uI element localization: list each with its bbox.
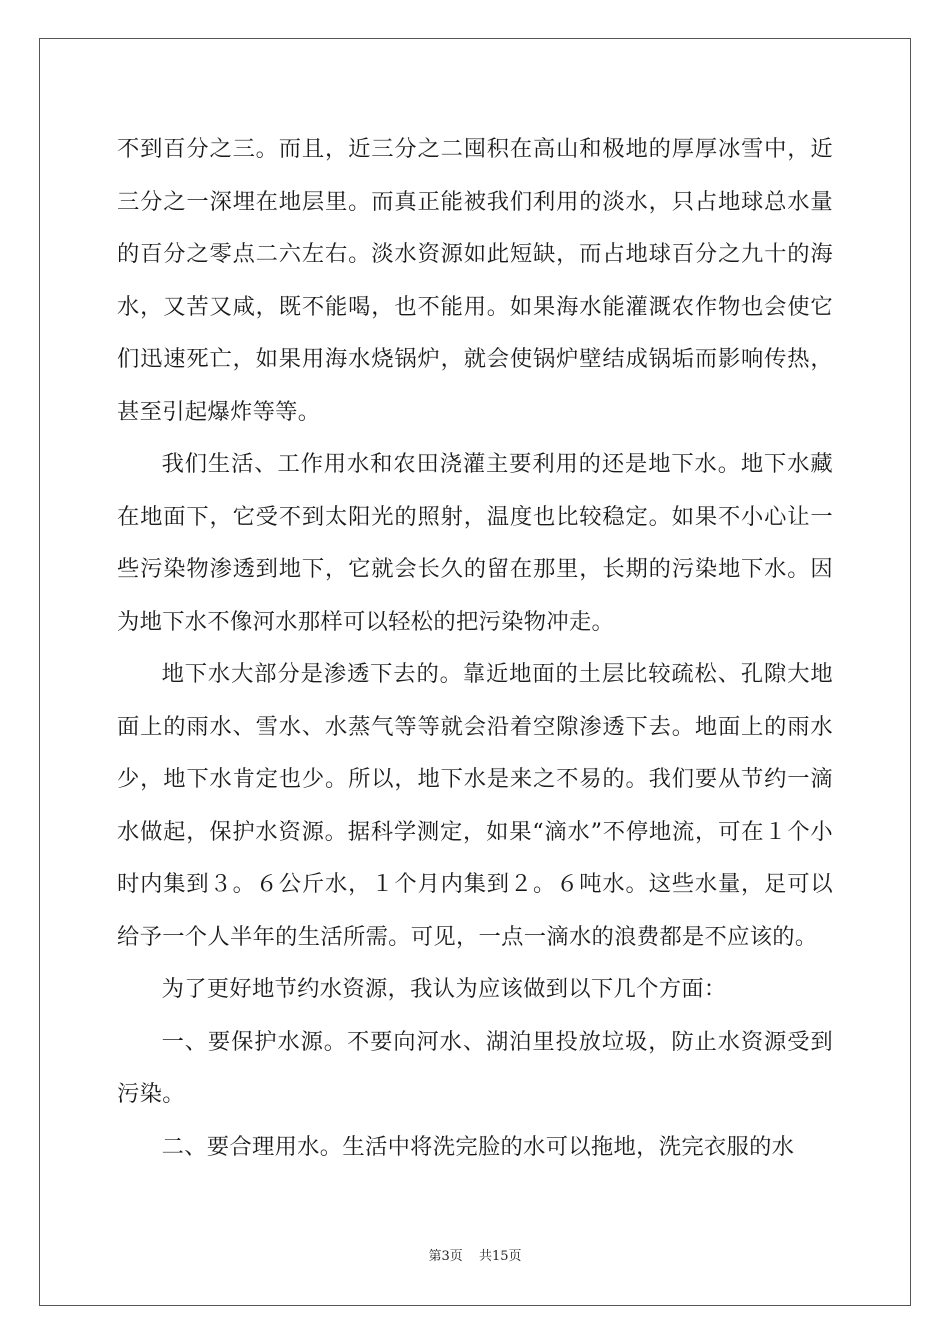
paragraph-4: 为了更好地节约水资源，我认为应该做到以下几个方面： [161,976,727,1002]
page-footer [0,1245,950,1264]
paragraph-6: 二、要合理用水。生活中将洗完脸的水可以拖地，洗完衣服的水 [161,1133,795,1160]
paragraph-1: 不到百分之三。而且，近三分之二囤积在高山和极地的厚厚冰雪中，近三分之一深埋在地层里。而真正能被我们利用的淡水，只占地球总水量的百分之零点二六左右。淡水资源如此短缺，而占地球百分之九十的海水，又苦又咸，既不能喝，也不能用。如果海水能灌溉农作物也会使它们迅速死亡，如果用海水烧锅炉，就会使锅炉壁结成锅垢而影响传热，甚至引起爆炸等等。 [117,136,833,425]
document-body [117,123,833,1173]
page-total: 共15页 [478,1249,522,1264]
paragraph-3: 地下水大部分是渗透下去的。靠近地面的土层比较疏松、孔隙大地面上的雨水、雪水、水蒸气等等就会沿着空隙渗透下去。地面上的雨水少，地下水肯定也少。所以，地下水是来之不易的。我们要从节约一滴水做起，保护水资源。据科学测定，如果“滴水”不停地流，可在１个小时内集到３。６公斤水，１个月内集到２。６吨水。这些水量，足可以给予一个人半年的生活所需。可见，一点一滴水的浪费都是不应该的。 [117,661,833,950]
paragraph-2: 我们生活、工作用水和农田浇灌主要利用的还是地下水。地下水藏在地面下，它受不到太阳光的照射，温度也比较稳定。如果不小心让一些污染物渗透到地下，它就会长久的留在那里，长期的污染地下水。因为地下水不像河水那样可以轻松的把污染物冲走。 [117,451,833,635]
paragraph-5: 一、要保护水源。不要向河水、湖泊里投放垃圾，防止水资源受到污染。 [117,1028,833,1107]
page-number: 第3页 [428,1249,463,1264]
